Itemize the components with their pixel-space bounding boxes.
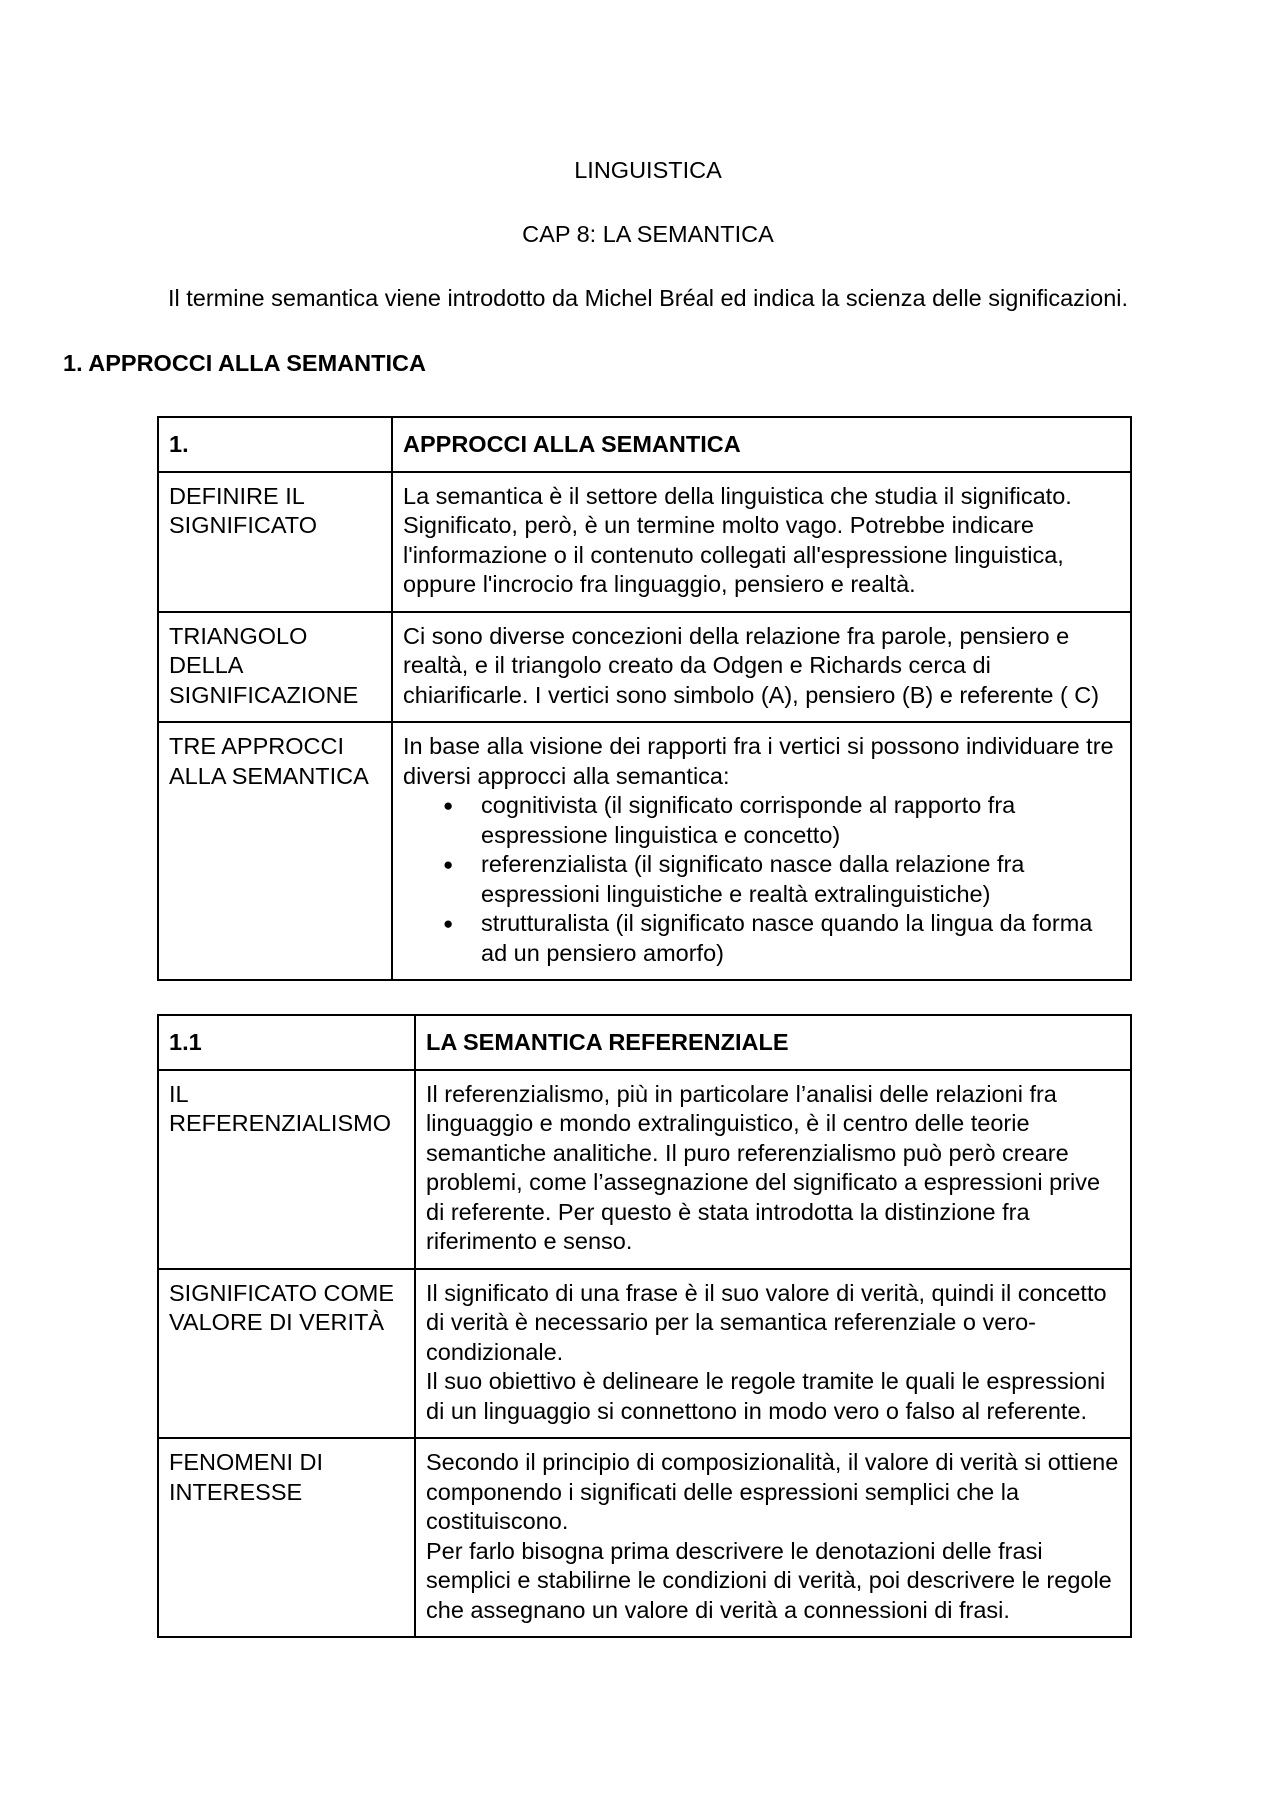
table-row [158, 1070, 1131, 1269]
row-text: Per farlo bisogna prima descrivere le denotazioni delle frasi semplici e stabilirne le condizioni di verità, poi descrivere le regole che assegnano un valore di verità a connessioni di frasi. [426, 1537, 1112, 1623]
chapter-title: CAP 8: LA SEMANTICA [522, 221, 774, 247]
section-heading: 1. APPROCCI ALLA SEMANTICA [63, 350, 426, 376]
row-term: TRE APPROCCI ALLA SEMANTICA [158, 722, 392, 980]
row-text: Il suo obiettivo è delineare le regole tramite le quali le espressioni di un linguaggio si connettono in modo vero o falso al referente. [426, 1368, 1106, 1424]
row-term: SIGNIFICATO COME VALORE DI VERITÀ [158, 1269, 415, 1439]
referential-semantics-table [157, 1014, 1132, 1638]
row-text: Ci sono diverse concezioni della relazione fra parole, pensiero e realtà, e il triangolo creato da Odgen e Richards cerca di chiarificarle. I vertici sono simbolo (A), pensiero (B) e referente ( C) [392, 612, 1131, 723]
table-header-row [158, 1015, 1131, 1070]
document-title: LINGUISTICA [574, 157, 722, 183]
intro-paragraph: Il termine semantica viene introdotto da Michel Bréal ed indica la scienza delle significazioni. [167, 285, 1129, 311]
row-text: Il significato di una frase è il suo valore di verità, quindi il concetto di verità è necessario per la semantica referenziale o vero-condizionale. [426, 1279, 1107, 1365]
row-text-cell [415, 1269, 1131, 1439]
approaches-table [157, 416, 1132, 981]
section-title: APPROCCI ALLA SEMANTICA [392, 417, 1131, 472]
row-term: TRIANGOLO DELLA SIGNIFICAZIONE [158, 612, 392, 723]
table-row [158, 612, 1131, 723]
row-text-cell [392, 722, 1131, 980]
list-item: ● cognitivista (il significato corrisponde al rapporto fra espressione linguistica e concetto) [481, 791, 1120, 850]
table-row [158, 1269, 1131, 1439]
row-text: La semantica è il settore della linguistica che studia il significato. Significato, però, è un termine molto vago. Potrebbe indicare l'informazione o il contenuto collegati all'espressione linguistica, oppure l'incrocio fra linguaggio, pensiero e realtà. [392, 472, 1131, 612]
row-text: In base alla visione dei rapporti fra i vertici si possono individuare tre diversi approcci alla semantica: [403, 733, 1114, 789]
section-number: 1. [158, 417, 392, 472]
table-header-row [158, 417, 1131, 472]
row-term: IL REFERENZIALISMO [158, 1070, 415, 1269]
row-text-cell [415, 1438, 1131, 1637]
row-term: DEFINIRE IL SIGNIFICATO [158, 472, 392, 612]
list-item: ● strutturalista (il significato nasce quando la lingua da forma ad un pensiero amorfo) [481, 909, 1120, 968]
section-title: LA SEMANTICA REFERENZIALE [415, 1015, 1131, 1070]
section-number: 1.1 [158, 1015, 415, 1070]
table-row [158, 722, 1131, 980]
row-text: Il referenzialismo, più in particolare l’analisi delle relazioni fra linguaggio e mondo extralinguistico, è il centro delle teorie semantiche analitiche. Il puro referenzialismo può però creare problemi, come l’assegnazione del significato a espressioni prive di referente. Per questo è stata introdotta la distinzione fra riferimento e senso. [415, 1070, 1131, 1269]
approaches-list [403, 791, 1120, 968]
table-row [158, 1438, 1131, 1637]
table-row [158, 472, 1131, 612]
list-item: ● referenzialista (il significato nasce dalla relazione fra espressioni linguistiche e realtà extralinguistiche) [481, 850, 1120, 909]
row-term: FENOMENI DI INTERESSE [158, 1438, 415, 1637]
row-text: Secondo il principio di composizionalità, il valore di verità si ottiene componendo i significati delle espressioni semplici che la costituiscono. [426, 1449, 1119, 1534]
